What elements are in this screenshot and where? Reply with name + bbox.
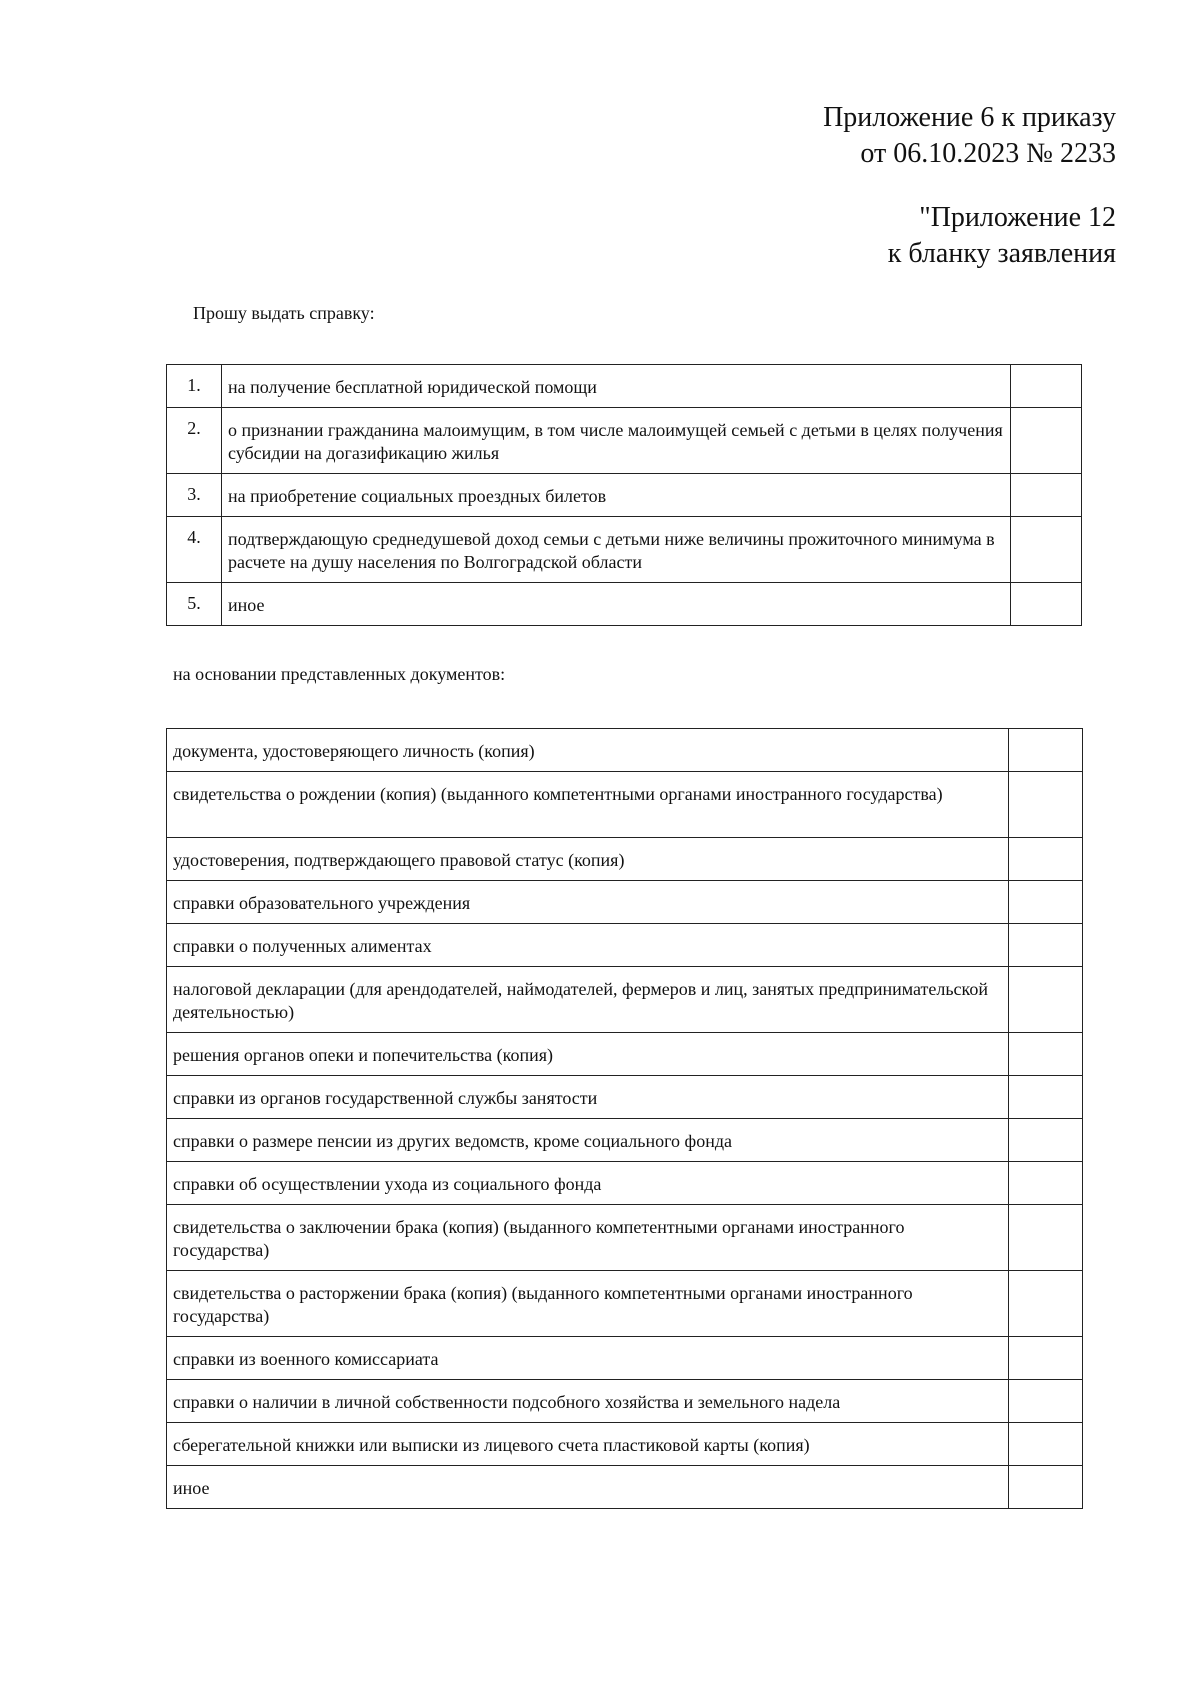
order-date-number: от 06.10.2023 № 2233 bbox=[860, 138, 1116, 169]
order-reference bbox=[823, 100, 1116, 172]
checkbox-cell[interactable] bbox=[1011, 365, 1082, 408]
table-row bbox=[167, 1380, 1083, 1423]
document-text: свидетельства о рождении (копия) (выданного компетентными органами иностранного государства) bbox=[167, 772, 1009, 838]
checkbox-cell[interactable] bbox=[1009, 729, 1083, 772]
document-text: справки о наличии в личной собственности подсобного хозяйства и земельного надела bbox=[167, 1380, 1009, 1423]
row-text: на приобретение социальных проездных билетов bbox=[222, 474, 1011, 517]
document-text: справки о размере пенсии из других ведомств, кроме социального фонда bbox=[167, 1119, 1009, 1162]
document-text: свидетельства о заключении брака (копия) (выданного компетентными органами иностранного государства) bbox=[167, 1205, 1009, 1271]
checkbox-cell[interactable] bbox=[1009, 772, 1083, 838]
table-row bbox=[167, 772, 1083, 838]
document-text: иное bbox=[167, 1466, 1009, 1509]
form-appendix-title: "Приложение 12 bbox=[919, 202, 1116, 233]
document-text: удостоверения, подтверждающего правовой статус (копия) bbox=[167, 838, 1009, 881]
table-row bbox=[167, 474, 1082, 517]
appendix-title: Приложение 6 к приказу bbox=[823, 102, 1116, 133]
checkbox-cell[interactable] bbox=[1009, 838, 1083, 881]
table-row bbox=[167, 1271, 1083, 1337]
row-number: 1. bbox=[167, 365, 222, 408]
checkbox-cell[interactable] bbox=[1009, 1271, 1083, 1337]
checkbox-cell[interactable] bbox=[1009, 1337, 1083, 1380]
checkbox-cell[interactable] bbox=[1009, 1119, 1083, 1162]
form-appendix-reference bbox=[888, 200, 1116, 272]
table-row bbox=[167, 1337, 1083, 1380]
row-text: подтверждающую среднедушевой доход семьи с детьми ниже величины прожиточного минимума в расчете на душу населения по Волгоградской области bbox=[222, 517, 1011, 583]
table-row bbox=[167, 729, 1083, 772]
table-row bbox=[167, 1033, 1083, 1076]
table-row bbox=[167, 1162, 1083, 1205]
table-row bbox=[167, 517, 1082, 583]
document-text: документа, удостоверяющего личность (копия) bbox=[167, 729, 1009, 772]
table-row bbox=[167, 1466, 1083, 1509]
checkbox-cell[interactable] bbox=[1009, 1033, 1083, 1076]
checkbox-cell[interactable] bbox=[1011, 474, 1082, 517]
checkbox-cell[interactable] bbox=[1009, 1205, 1083, 1271]
table-row bbox=[167, 881, 1083, 924]
document-text: решения органов опеки и попечительства (копия) bbox=[167, 1033, 1009, 1076]
table-row bbox=[167, 583, 1082, 626]
documents-table bbox=[166, 728, 1083, 1509]
row-number: 4. bbox=[167, 517, 222, 583]
checkbox-cell[interactable] bbox=[1011, 408, 1082, 474]
checkbox-cell[interactable] bbox=[1011, 583, 1082, 626]
document-text: свидетельства о расторжении брака (копия) (выданного компетентными органами иностранного государства) bbox=[167, 1271, 1009, 1337]
documents-caption: на основании представленных документов: bbox=[173, 664, 506, 684]
document-text: справки о полученных алиментах bbox=[167, 924, 1009, 967]
table-row bbox=[167, 924, 1083, 967]
checkbox-cell[interactable] bbox=[1009, 1076, 1083, 1119]
row-text: о признании гражданина малоимущим, в том числе малоимущей семьей с детьми в целях получения субсидии на догазификацию жилья bbox=[222, 408, 1011, 474]
document-text: справки из военного комиссариата bbox=[167, 1337, 1009, 1380]
table-row bbox=[167, 408, 1082, 474]
table-row bbox=[167, 1076, 1083, 1119]
table-row bbox=[167, 1423, 1083, 1466]
form-appendix-subtitle: к бланку заявления bbox=[887, 238, 1116, 269]
request-caption: Прошу выдать справку: bbox=[193, 303, 375, 323]
checkbox-cell[interactable] bbox=[1009, 1423, 1083, 1466]
table-row bbox=[167, 1205, 1083, 1271]
row-number: 5. bbox=[167, 583, 222, 626]
row-text: на получение бесплатной юридической помощи bbox=[222, 365, 1011, 408]
table-row bbox=[167, 365, 1082, 408]
checkbox-cell[interactable] bbox=[1009, 1162, 1083, 1205]
checkbox-cell[interactable] bbox=[1009, 881, 1083, 924]
document-text: налоговой декларации (для арендодателей, наймодателей, фермеров и лиц, занятых предпринимательской деятельностью) bbox=[167, 967, 1009, 1033]
table-row bbox=[167, 967, 1083, 1033]
document-text: справки из органов государственной службы занятости bbox=[167, 1076, 1009, 1119]
row-text: иное bbox=[222, 583, 1011, 626]
checkbox-cell[interactable] bbox=[1009, 1466, 1083, 1509]
table-row bbox=[167, 838, 1083, 881]
document-text: справки об осуществлении ухода из социального фонда bbox=[167, 1162, 1009, 1205]
checkbox-cell[interactable] bbox=[1009, 967, 1083, 1033]
checkbox-cell[interactable] bbox=[1011, 517, 1082, 583]
document-text: справки образовательного учреждения bbox=[167, 881, 1009, 924]
checkbox-cell[interactable] bbox=[1009, 924, 1083, 967]
request-table bbox=[166, 364, 1082, 626]
table-row bbox=[167, 1119, 1083, 1162]
row-number: 3. bbox=[167, 474, 222, 517]
checkbox-cell[interactable] bbox=[1009, 1380, 1083, 1423]
document-text: сберегательной книжки или выписки из лицевого счета пластиковой карты (копия) bbox=[167, 1423, 1009, 1466]
row-number: 2. bbox=[167, 408, 222, 474]
